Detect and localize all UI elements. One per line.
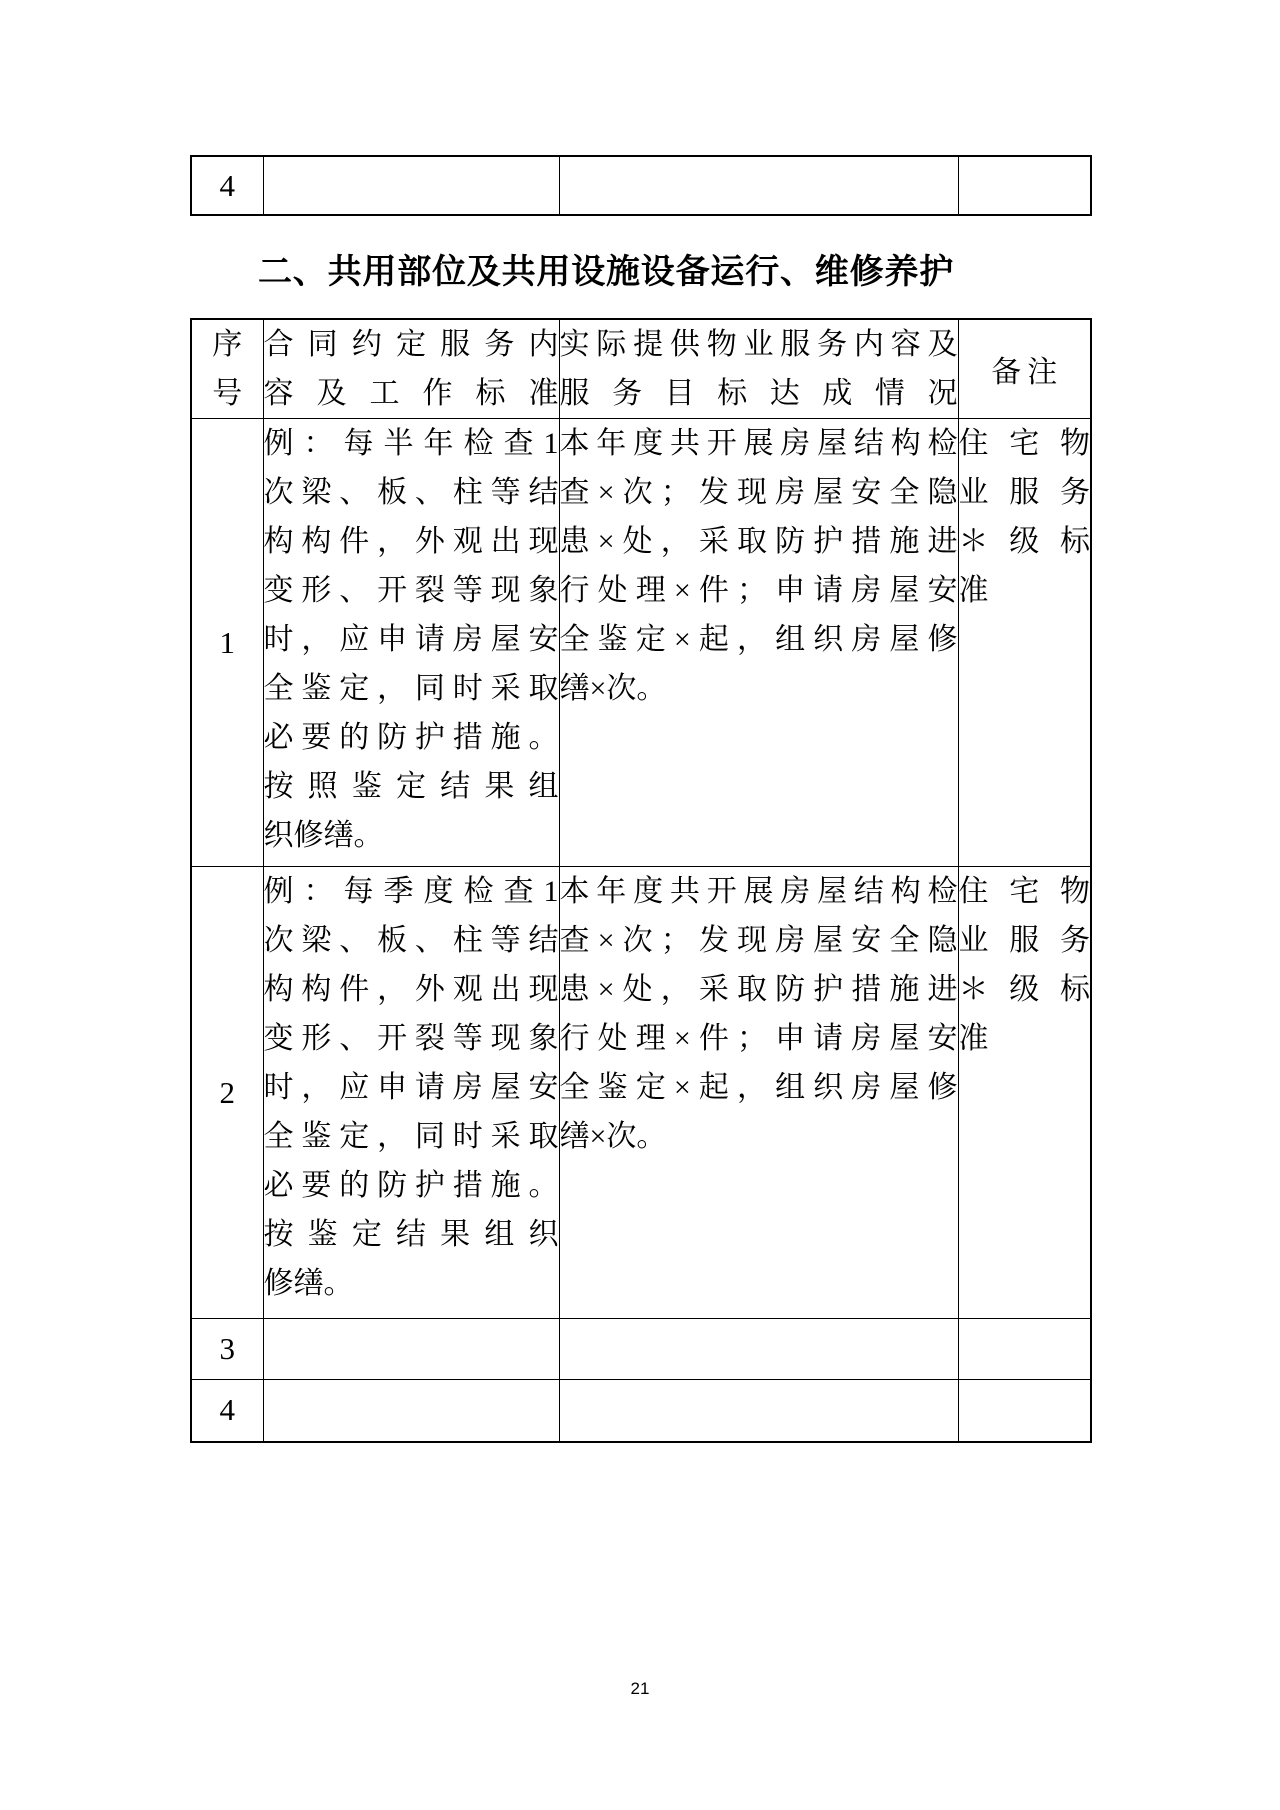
table-row bbox=[191, 867, 1091, 1319]
text-line: ＊级标 bbox=[958, 525, 1090, 558]
text-line: 业服务 bbox=[958, 924, 1090, 957]
text-line: 必要的防护措施。 bbox=[263, 1169, 559, 1202]
header-actual-cell bbox=[559, 319, 958, 419]
text-line: 本年度共开展房屋结构检 bbox=[559, 427, 958, 460]
text-line: 业服务 bbox=[958, 476, 1090, 509]
text-line: 序 bbox=[212, 328, 243, 361]
text-line: 缮×次。 bbox=[559, 1120, 667, 1153]
text-line: 次梁、板、柱等结 bbox=[263, 924, 559, 957]
text-line: ＊级标 bbox=[958, 973, 1090, 1006]
page-number: 21 bbox=[630, 1679, 650, 1698]
table-row bbox=[191, 1319, 1091, 1380]
header-remark-cell: 备注 bbox=[958, 319, 1091, 419]
text-line: 住宅物 bbox=[958, 875, 1090, 908]
remark-cell bbox=[958, 1380, 1091, 1442]
text-line: 行处理×件；申请房屋安 bbox=[559, 574, 958, 607]
text-line: 例：每半年检查1 bbox=[263, 427, 559, 460]
section-heading: 二、共用部位及共用设施设备运行、维修养护 bbox=[258, 253, 954, 291]
row-number-cell: 1 bbox=[191, 419, 263, 867]
header-seq-lines bbox=[192, 320, 263, 418]
text-line: 合同约定服务内 bbox=[263, 328, 559, 361]
remark-cell bbox=[958, 867, 1091, 1319]
empty-contract-cell bbox=[263, 156, 559, 215]
row-number-cell: 2 bbox=[191, 867, 263, 1319]
header-seq-cell bbox=[191, 319, 263, 419]
text-line: 全鉴定×起，组织房屋修 bbox=[559, 623, 958, 656]
text-line: 本年度共开展房屋结构检 bbox=[559, 875, 958, 908]
text-line: 全鉴定，同时采取 bbox=[263, 1120, 559, 1153]
contract-cell bbox=[263, 867, 559, 1319]
text-line: 服务目标达成情况 bbox=[559, 377, 958, 410]
text-line: 按照鉴定结果组 bbox=[263, 770, 559, 803]
contract-cell bbox=[263, 1380, 559, 1442]
actual-cell bbox=[559, 419, 958, 867]
text-line: 变形、开裂等现象 bbox=[263, 1022, 559, 1055]
contract-cell bbox=[263, 419, 559, 867]
remark-cell bbox=[958, 419, 1091, 867]
row-number-cell: 4 bbox=[191, 1380, 263, 1442]
empty-remark-cell bbox=[958, 156, 1091, 215]
table-row bbox=[191, 1380, 1091, 1442]
text-line: 容及工作标准 bbox=[263, 377, 559, 410]
header-contract-lines bbox=[264, 320, 559, 418]
header-row bbox=[191, 319, 1091, 419]
text-line: 例：每季度检查1 bbox=[263, 875, 559, 908]
text-line: 织修缮。 bbox=[263, 819, 384, 852]
text-line: 行处理×件；申请房屋安 bbox=[559, 1022, 958, 1055]
actual-cell bbox=[559, 1380, 958, 1442]
continued-table bbox=[190, 155, 1092, 216]
text-line: 修缮。 bbox=[263, 1267, 354, 1300]
text-line: 实际提供物业服务内容及 bbox=[559, 328, 958, 361]
remark-cell bbox=[958, 1319, 1091, 1380]
row-number-cell: 4 bbox=[191, 156, 263, 215]
text-line: 必要的防护措施。 bbox=[263, 721, 559, 754]
text-line: 全鉴定×起，组织房屋修 bbox=[559, 1071, 958, 1104]
main-table bbox=[190, 318, 1092, 1443]
text-line: 准 bbox=[958, 1022, 989, 1055]
row-number-cell: 3 bbox=[191, 1319, 263, 1380]
text-line: 患×处，采取防护措施进 bbox=[559, 973, 958, 1006]
table-row bbox=[191, 156, 1091, 215]
text-line: 缮×次。 bbox=[559, 672, 667, 705]
text-line: 查×次；发现房屋安全隐 bbox=[559, 476, 958, 509]
text-line: 次梁、板、柱等结 bbox=[263, 476, 559, 509]
text-line: 构构件，外观出现 bbox=[263, 525, 559, 558]
text-line: 号 bbox=[212, 377, 243, 410]
text-line: 构构件，外观出现 bbox=[263, 973, 559, 1006]
header-actual-lines bbox=[560, 320, 958, 418]
text-line: 时，应申请房屋安 bbox=[263, 1071, 559, 1104]
text-line: 全鉴定，同时采取 bbox=[263, 672, 559, 705]
actual-cell bbox=[559, 1319, 958, 1380]
text-line: 变形、开裂等现象 bbox=[263, 574, 559, 607]
empty-actual-cell bbox=[559, 156, 958, 215]
text-line: 住宅物 bbox=[958, 427, 1090, 460]
header-contract-cell bbox=[263, 319, 559, 419]
text-line: 患×处，采取防护措施进 bbox=[559, 525, 958, 558]
text-line: 准 bbox=[958, 574, 989, 607]
text-line: 按鉴定结果组织 bbox=[263, 1218, 559, 1251]
text-line: 查×次；发现房屋安全隐 bbox=[559, 924, 958, 957]
text-line: 时，应申请房屋安 bbox=[263, 623, 559, 656]
contract-cell bbox=[263, 1319, 559, 1380]
table-row bbox=[191, 419, 1091, 867]
actual-cell bbox=[559, 867, 958, 1319]
